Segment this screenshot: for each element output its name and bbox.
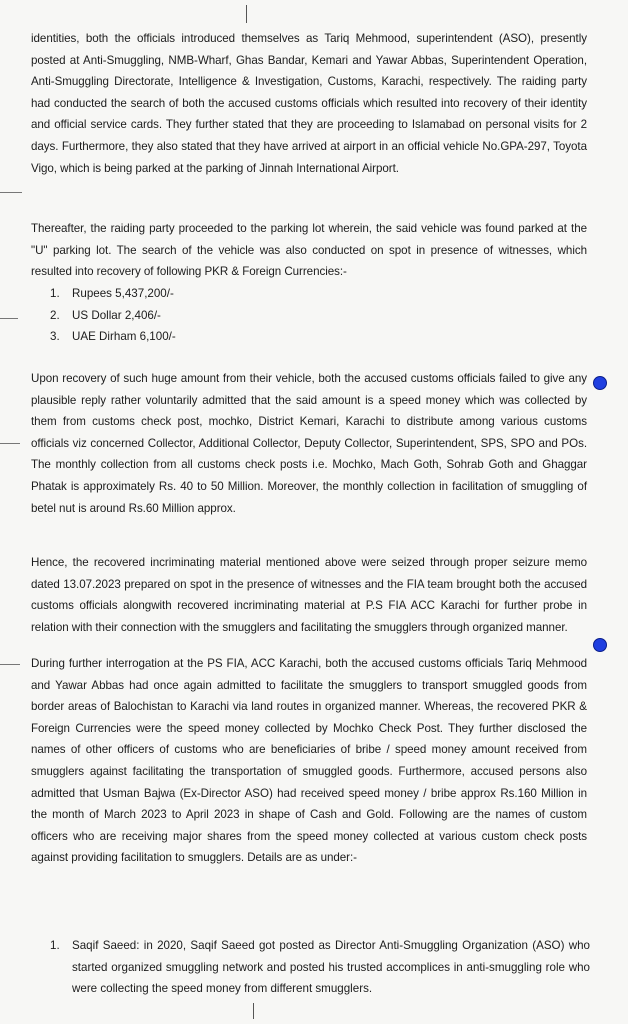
officers-list <box>50 935 590 1000</box>
list-text: Saqif Saeed: in 2020, Saqif Saeed got posted as Director Anti-Smuggling Organization (ASO) who started organized smuggling network and posted his trusted accomplices in anti-smuggling role who were collecting the speed money from different smugglers. <box>72 939 590 996</box>
officer-item <box>50 935 590 1000</box>
currency-item <box>50 305 590 327</box>
list-text: US Dollar 2,406/- <box>72 308 161 322</box>
blue-marker-dot <box>593 376 607 390</box>
list-number: 1. <box>50 287 60 300</box>
margin-dash <box>0 318 18 319</box>
currency-list <box>50 283 590 348</box>
list-number: 3. <box>50 330 60 344</box>
list-number: 1. <box>50 939 60 952</box>
blue-marker-dot <box>593 638 607 652</box>
list-text: UAE Dirham 6,100/- <box>72 330 176 344</box>
paragraph-seizure: Hence, the recovered incriminating material mentioned above were seized through proper seizure memo dated 13.07.2023 prepared on spot in the presence of witnesses and the FIA team brought both the accused customs officials alongwith recovered incriminating material at P.S FIA ACC Karachi for further probe in relation with their connection with the smugglers and facilitating the smugglers through organized manner. <box>31 556 587 634</box>
pen-mark <box>253 1003 254 1019</box>
paragraph-identities: identities, both the officials introduced themselves as Tariq Mehmood, superintendent (ASO), presently posted at Anti-Smuggling, NMB-Wharf, Ghas Bandar, Kemari and Yawar Abbas, Superintendent Operation, Anti-Smuggling Directorate, Intelligence & Investigation, Customs, Karachi, respectively. The raiding party had conducted the search of both the accused customs officials which resulted into recovery of their identity and official service cards. They further stated that they are proceeding to Islamabad on personal visits for 2 days. Furthermore, they also stated that they have arrived at airport in an official vehicle No.GPA-297, Toyota Vigo, which is being parked at the parking of Jinnah International Airport. <box>31 32 587 175</box>
paragraph-interrogation: During further interrogation at the PS FIA, ACC Karachi, both the accused customs officials Tariq Mehmood and Yawar Abbas had once again admitted to facilitate the smugglers to transport smuggled goods from border areas of Balochistan to Karachi via land routes in organized manner. Whereas, the recovered PKR & Foreign Currencies were the speed money collected by Mochko Check Post. They further disclosed the names of other officers of customs who are beneficiaries of bribe / speed money amount received from smugglers against facilitating the transportation of smuggled goods. Furthermore, accused persons also admitted that Usman Bajwa (Ex-Director ASO) had received speed money / bribe approx Rs.160 Million in the month of March 2023 to April 2023 in shape of Cash and Gold. Following are the names of custom officers who are receiving major shares from the speed money collected at various custom check posts against providing facilitation to smugglers. Details are as under:- <box>31 657 587 865</box>
margin-dash <box>0 192 22 193</box>
list-number: 2. <box>50 308 60 322</box>
list-text: Rupees 5,437,200/- <box>72 287 174 300</box>
currency-item <box>50 283 590 305</box>
paragraph-parking-lot: Thereafter, the raiding party proceeded to the parking lot wherein, the said vehicle was found parked at the "U" parking lot. The search of the vehicle was also conducted on spot in presence of witnesses, which resulted into recovery of following PKR & Foreign Currencies:- <box>31 222 587 279</box>
margin-dash <box>0 664 20 665</box>
paragraph-recovery: Upon recovery of such huge amount from their vehicle, both the accused customs officials failed to give any plausible reply rather voluntarily admitted that the said amount is a speed money which was collected by them from customs check post, mochko, District Kemari, Karachi to distribute among various customs officials viz concerned Collector, Additional Collector, Deputy Collector, Superintendent, SPS, SPO and POs. The monthly collection from all customs check posts i.e. Mochko, Mach Goth, Sohrab Goth and Ghaggar Phatak is approximately Rs. 40 to 50 Million. Moreover, the monthly collection in facilitation of smuggling of betel nut is around Rs.60 Million approx. <box>31 372 587 515</box>
currency-item <box>50 326 590 348</box>
margin-dash <box>0 443 20 444</box>
pen-mark <box>246 5 247 23</box>
